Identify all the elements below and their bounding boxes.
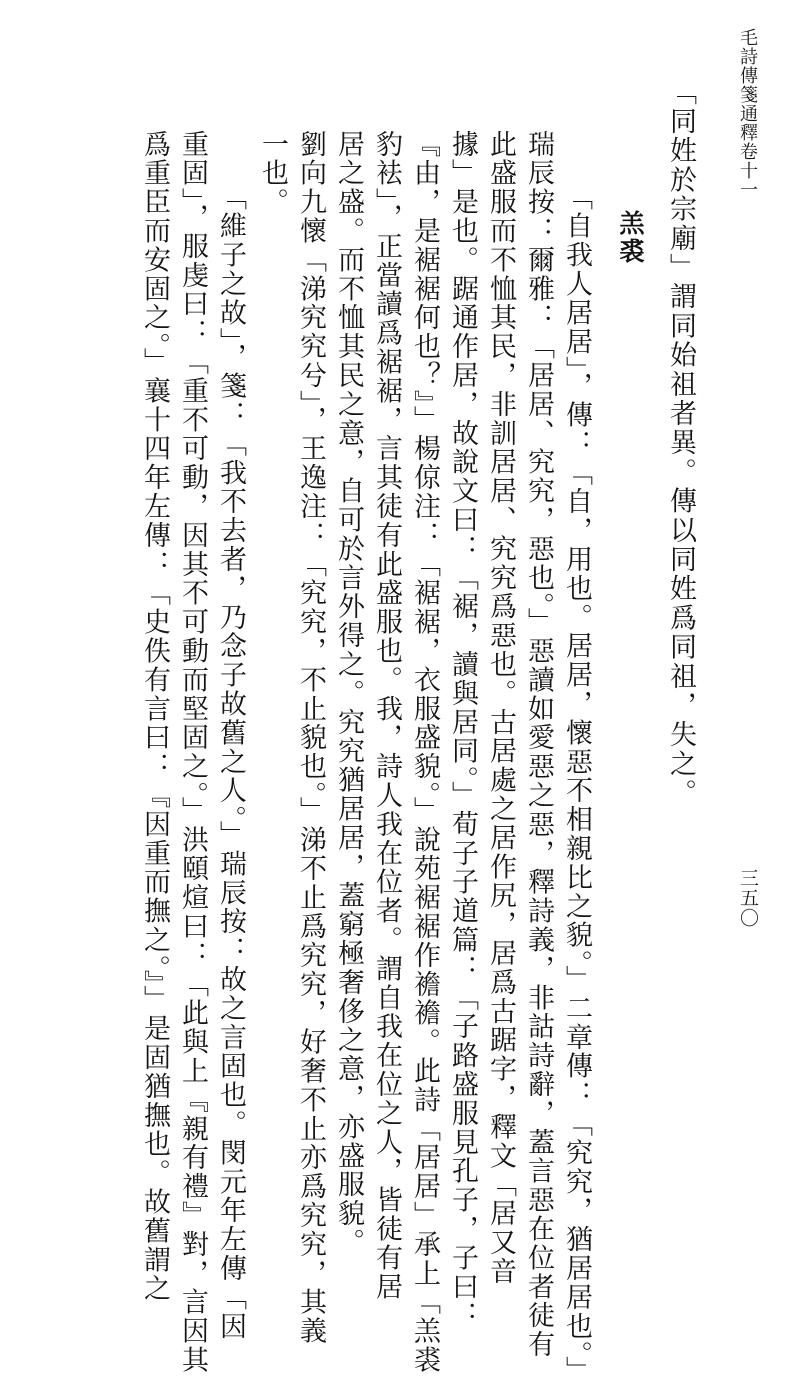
body-column-1: 「自我人居居」，傳：「自，用也。居居，懷惡不相親比之貌。」二章傳：「究究，猶居居也。」	[561, 183, 592, 1385]
body-column-6: 豹袪」，正當讀爲裾裾，言其徒有此盛服也。我，詩人我在位者。謂自我在位之人，皆徒有居	[371, 130, 402, 1302]
body-column-5: 『由，是裾裾何也？』」楊倞注：「裾裾，衣服盛貌。」說苑裾裾作襜襜。此詩「居居」承上「羔裘	[409, 130, 440, 1375]
body-column-11: 重固」，服虔曰：「重不可動，因其不可動而堅固之。」洪頤煊曰：「此與上『親有禮』對，言因其	[177, 130, 208, 1375]
section-title: 羔裘	[616, 210, 645, 266]
running-header: 毛詩傳箋通釋卷十一	[737, 28, 758, 199]
body-column-9: 一也。	[257, 130, 288, 217]
body-column-12: 爲重臣而安固之。」襄十四年左傳：「史佚有言曰：『因重而撫之。』」是固猶撫也。故舊謂之	[139, 130, 170, 1304]
body-column-2: 瑞辰按：爾雅：「居居、究究，惡也。」惡讀如愛惡之惡，釋詩義，非詁詩辭，蓋言惡在位者徒有	[523, 130, 554, 1360]
body-column-8: 劉向九懷「涕究究兮」，王逸注：「究究，不止貌也。」涕不止爲究究，好奢不止亦爲究究，其義	[295, 130, 326, 1346]
body-column-3: 此盛服而不恤其民，非訓居居、究究爲惡也。古居處之居作尻，居爲古踞字，釋文「居又音	[485, 130, 516, 1286]
intro-line: 「同姓於宗廟」謂同始祖者異。傳以同姓爲同祖，失之。	[665, 78, 696, 808]
body-column-10: 「維子之故」，箋：「我不去者，乃念子故舊之人。」瑞辰按：故之言固也。閔元年左傳「因	[215, 183, 246, 1341]
body-column-7: 居之盛。而不恤其民之意，自可於言外得之。究究猶居居，蓋窮極奢侈之意，亦盛服貌。	[333, 130, 364, 1258]
body-column-4: 據」是也。踞通作居，故說文曰：「裾，讀與居同。」荀子子道篇：「子路盛服見孔子，子曰：	[447, 130, 478, 1331]
page-number: 三五〇	[737, 868, 759, 928]
